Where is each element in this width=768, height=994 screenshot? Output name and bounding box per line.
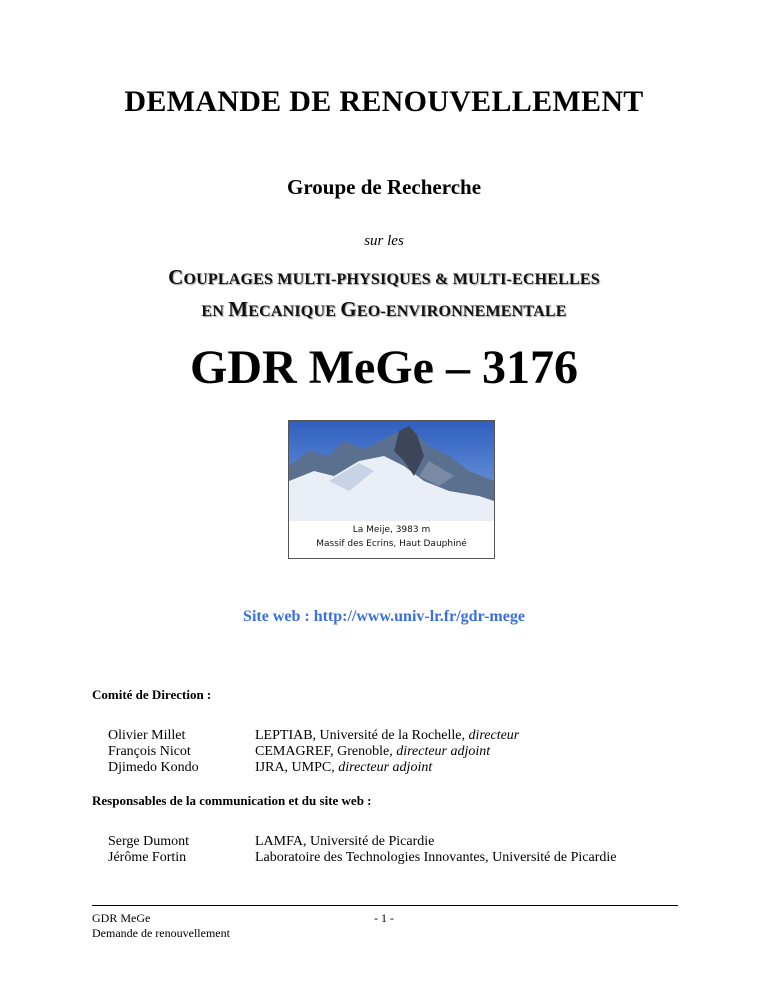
member-role: directeur adjoint: [396, 744, 491, 759]
theme-line-2-initial-m: M: [228, 297, 249, 321]
member-affiliation: LAMFA, Université de Picardie: [255, 834, 435, 849]
theme-line-1: [0, 265, 768, 290]
member-affiliation: CEMAGREF, Grenoble,: [255, 744, 397, 759]
theme-line-1-rest: OUPLAGES MULTI-PHYSIQUES & MULTI-ECHELLES: [183, 271, 600, 288]
mountain-photo-image: [289, 421, 494, 521]
member-name: François Nicot: [108, 744, 191, 759]
member-role: directeur adjoint: [338, 760, 433, 775]
theme-line-1-initial: C: [168, 265, 184, 289]
member-name: Olivier Millet: [108, 728, 186, 743]
mountain-photo: [288, 420, 495, 559]
communication-label: Responsables de la communication et du site web :: [92, 793, 372, 808]
gdr-title: GDR MeGe – 3176: [190, 341, 578, 394]
document-title: DEMANDE DE RENOUVELLEMENT: [124, 85, 644, 118]
member-name: Serge Dumont: [108, 834, 190, 849]
comite-label: Comité de Direction :: [92, 687, 212, 702]
website-link[interactable]: Site web : http://www.univ-lr.fr/gdr-mege: [243, 608, 525, 625]
document-subtitle: Groupe de Recherche: [286, 175, 482, 199]
member-affiliation: LEPTIAB, Université de la Rochelle,: [255, 728, 469, 743]
page-number: - 1 -: [374, 911, 394, 925]
sur-les-text: sur les: [364, 233, 404, 249]
theme-line-2-part-1: EN: [201, 303, 229, 320]
theme-line-2: [0, 297, 768, 322]
footer-divider: [92, 905, 678, 906]
footer-line-2: Demande de renouvellement: [92, 926, 230, 940]
photo-caption-line-2: Massif des Ecrins, Haut Dauphiné: [316, 539, 467, 549]
member-name: Jérôme Fortin: [108, 850, 187, 865]
footer-line-1: GDR MeGe: [92, 911, 151, 925]
photo-caption-line-1: La Meije, 3983 m: [352, 525, 431, 535]
theme-line-2-part-2: ECANIQUE: [248, 303, 341, 320]
theme-line-2-initial-g: G: [340, 297, 357, 321]
member-affiliation: IJRA, UMPC,: [255, 760, 339, 775]
member-role: directeur: [468, 728, 520, 743]
member-affiliation: Laboratoire des Technologies Innovantes, Université de Picardie: [255, 850, 617, 865]
photo-caption: [289, 523, 494, 551]
theme-line-2-part-3: EO-ENVIRONNEMENTALE: [356, 303, 567, 320]
member-name: Djimedo Kondo: [108, 760, 199, 775]
